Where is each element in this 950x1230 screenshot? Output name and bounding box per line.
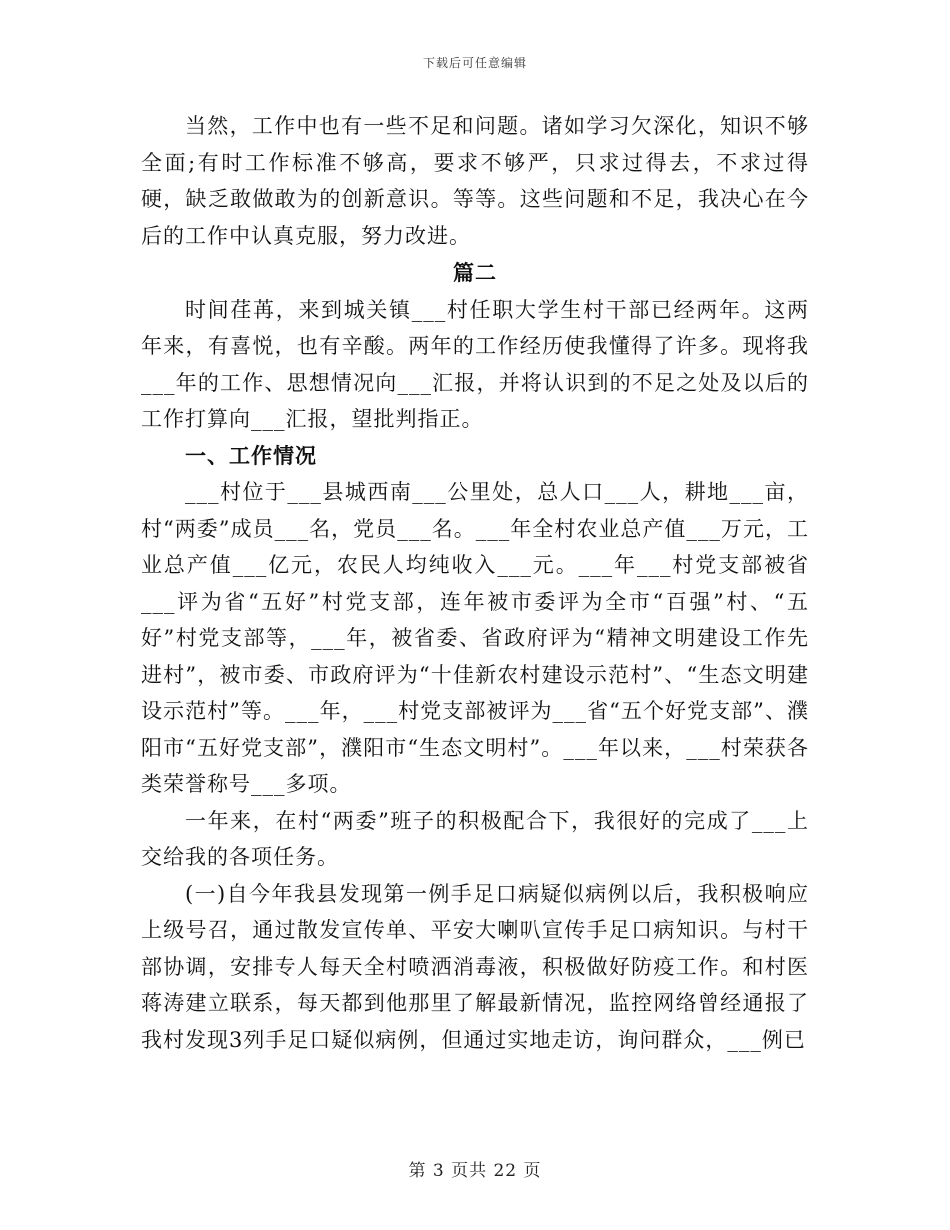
paragraph: (一)自今年我县发现第一例手足口病疑似病例以后，我积极响应上级号召，通过散发宣传单、平安大喇叭宣传手足口病知识。与村干部协调，安排专人每天全村喷洒消毒液，积极做好防疫工作。和村医蒋涛建立联系，每天都到他那里了解最新情况，监控网络曾经通报了我村发现3列手足口疑似病例，但通过实地走访，询问群众，___例已 xyxy=(141,881,809,1052)
paragraph: 当然，工作中也有一些不足和问题。诸如学习欠深化，知识不够全面;有时工作标准不够高，要求不够严，只求过得去，不求过得硬，缺乏敢做敢为的创新意识。等等。这些问题和不足，我决心在今后的工作中认真克服，努力改进。 xyxy=(141,114,809,248)
document-body xyxy=(141,108,809,1058)
section-heading: 篇二 xyxy=(453,260,497,285)
paragraph: ___村位于___县城西南___公里处，总人口___人，耕地___亩，村“两委”成员___名，党员___名。___年全村农业总产值___万元，工业总产值___亿元，农民人均纯收入___元。___年___村党支部被省___评为省“五好”村党支部，连年被市委评为全市“百强”村、“五好”村党支部等，___年，被省委、省政府评为“精神文明建设工作先进村”，被市委、市政府评为“十佳新农村建设示范村”、“生态文明建设示范村”等。___年，___村党支部被评为___省“五个好党支部”、濮阳市“五好党支部”，濮阳市“生态文明村”。___年以来，___村荣获各类荣誉称号___多项。 xyxy=(141,480,809,796)
paragraph: 时间荏苒，来到城关镇___村任职大学生村干部已经两年。这两年来，有喜悦，也有辛酸。两年的工作经历使我懂得了许多。现将我___年的工作、思想情况向___汇报，并将认识到的不足之处及以后的工作打算向___汇报，望批判指正。 xyxy=(141,297,809,431)
page-header: 下载后可任意编辑 xyxy=(422,56,527,70)
page-footer: 第 3 页共 22 页 xyxy=(408,1161,542,1181)
subsection-heading: 一、工作情况 xyxy=(185,442,317,468)
paragraph: 一年来，在村“两委”班子的积极配合下，我很好的完成了___上交给我的各项任务。 xyxy=(141,808,809,869)
